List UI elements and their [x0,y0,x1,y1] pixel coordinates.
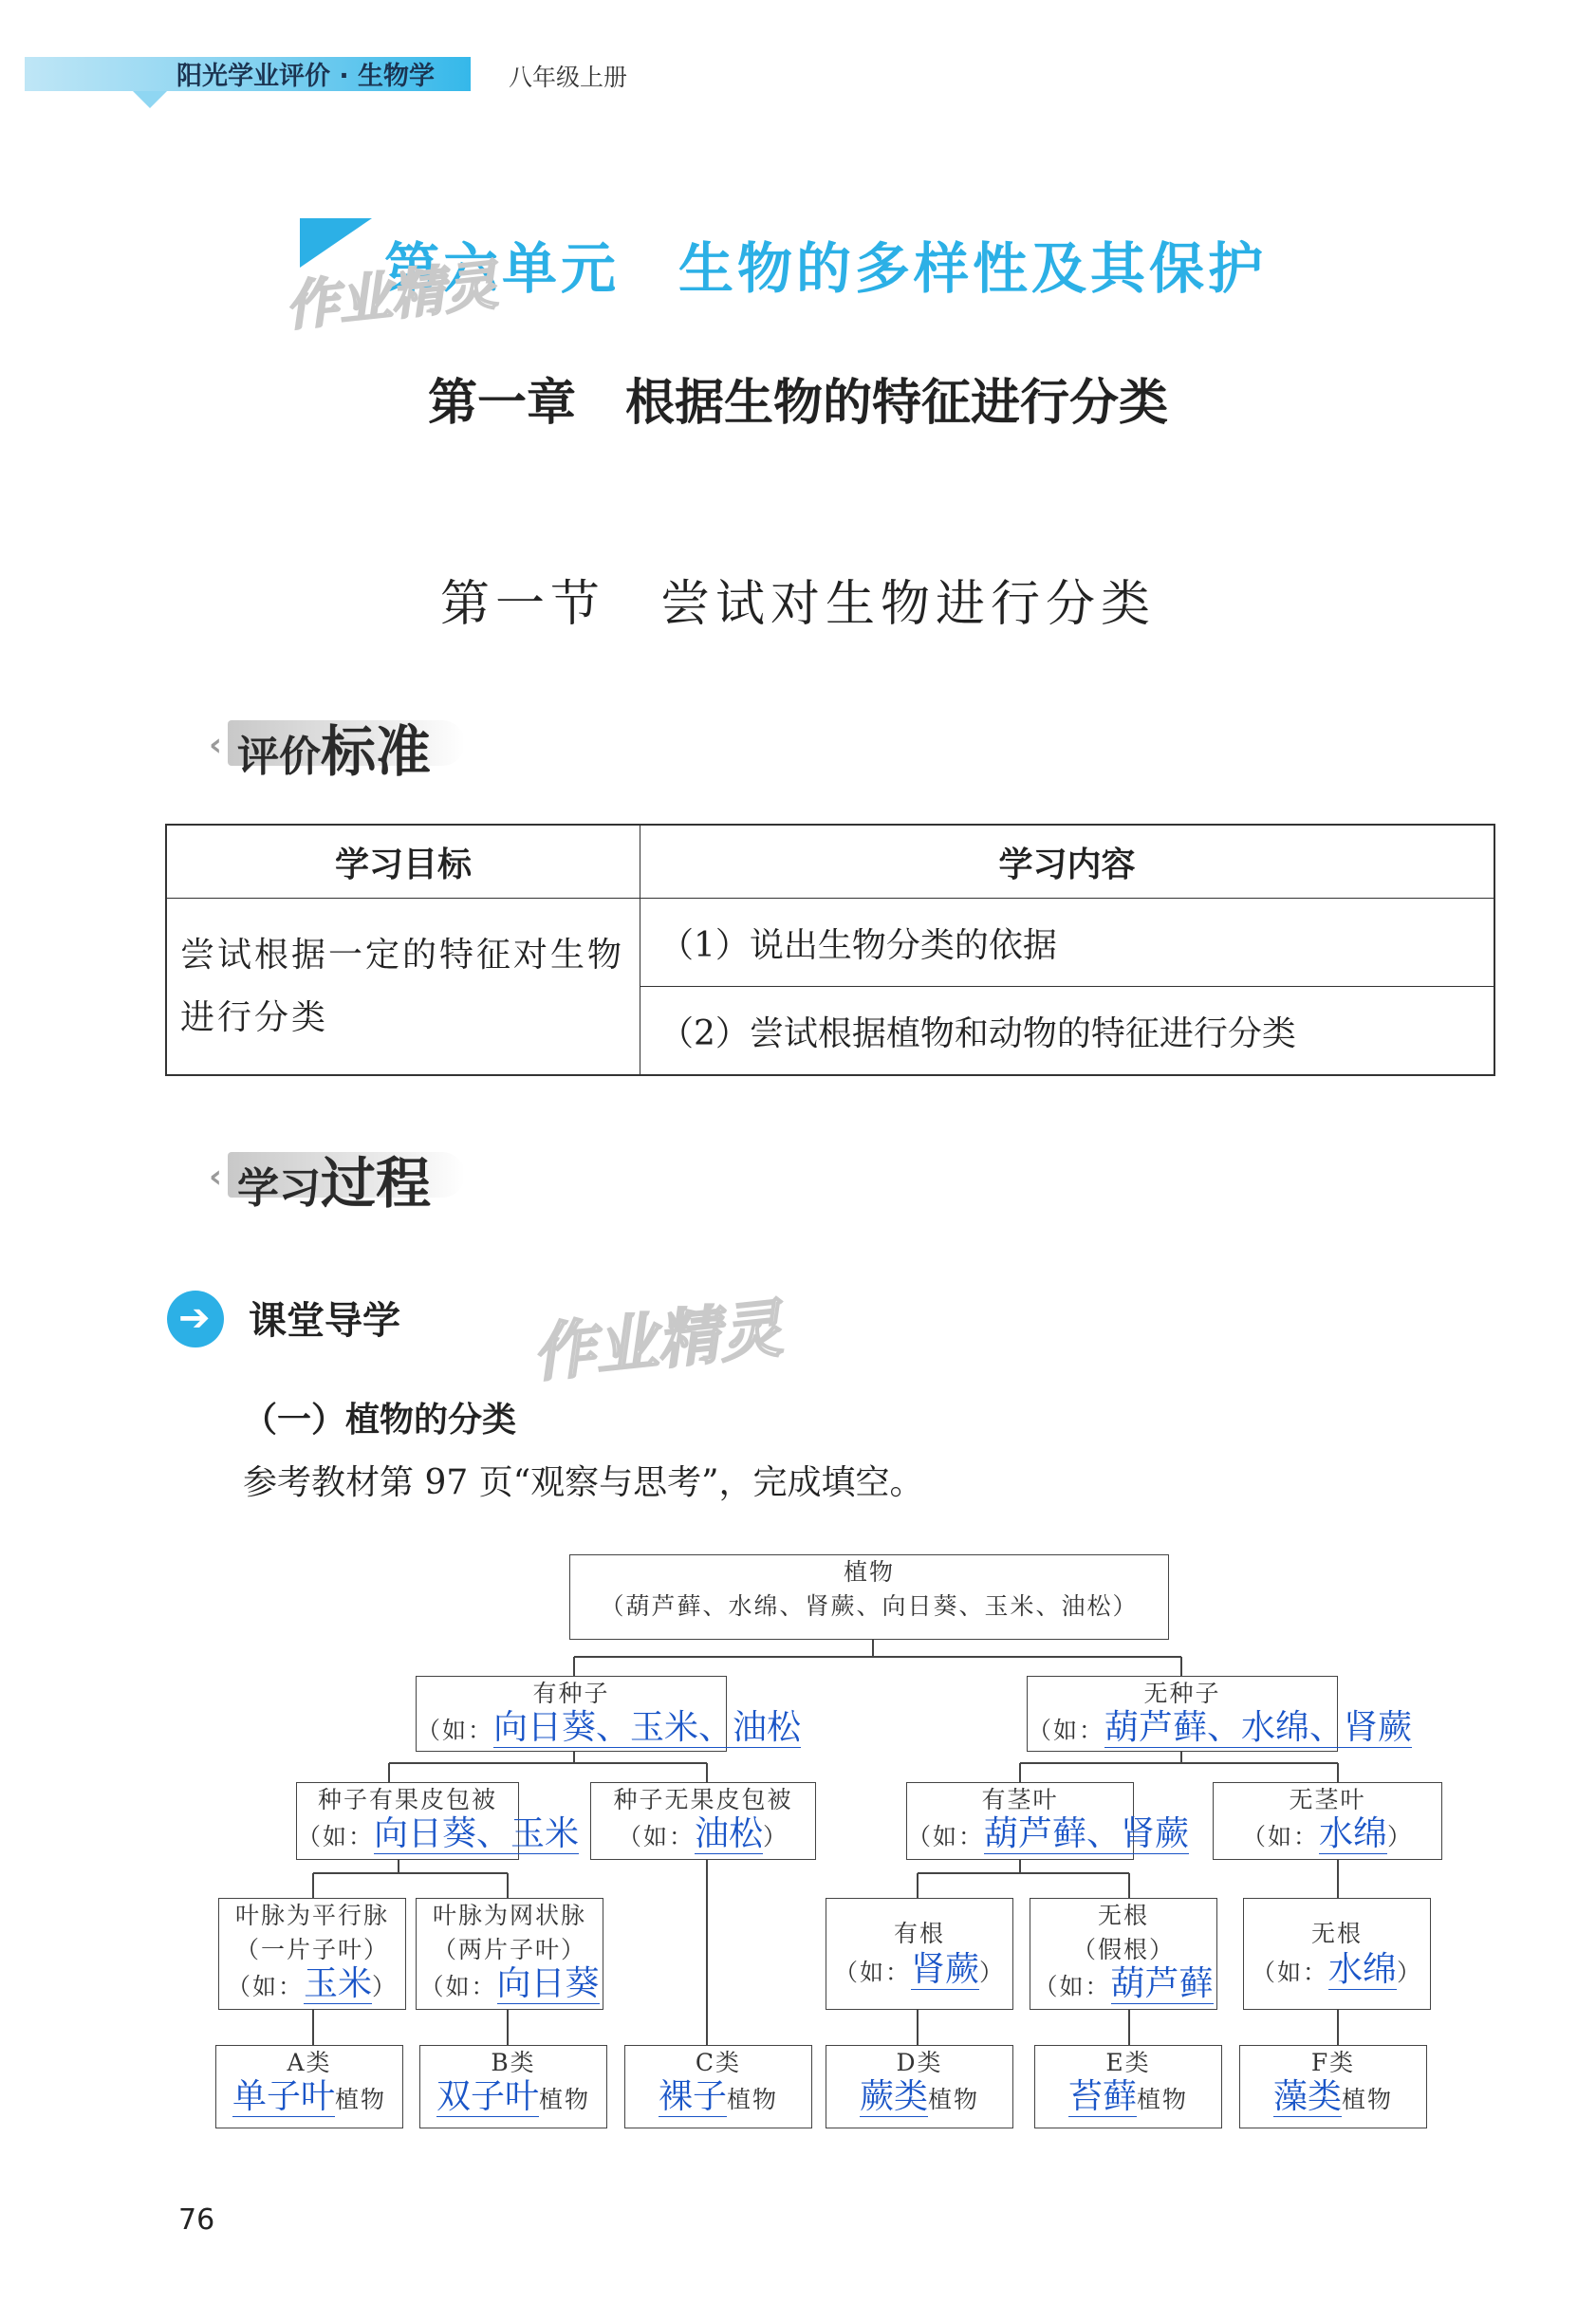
tree-node-stem-leaf: 有茎叶 （如：葫芦藓、肾蕨 [906,1782,1134,1860]
tree-node-no-stem-leaf: 无茎叶 （如：水绵） [1213,1782,1442,1860]
answer-parallel-veins: 玉米 [303,1964,372,2003]
answer-class-b: 双子叶 [436,2077,539,2116]
answer-has-root: 肾蕨 [910,1950,979,1989]
answer-seed: 向日葵、玉米、油松 [493,1708,802,1747]
tree-node-no-seed: 无种子 （如：葫芦藓、水绵、肾蕨 [1027,1676,1338,1752]
table-cell-content-1: （1）说出生物分类的依据 [640,899,1495,987]
tree-class-d: D类 蕨类植物 [826,2045,1013,2128]
tree-node-no-root-rhizoid: 无根 （假根） （如：葫芦藓 [1030,1898,1217,2010]
answer-class-f: 藻类 [1272,2077,1342,2116]
answer-no-root-rhizoid: 葫芦藓 [1110,1964,1214,2003]
answer-net-veins: 向日葵 [496,1964,600,2003]
chevron-left-icon: ‹ [209,726,223,764]
answer-seed-covered: 向日葵、玉米 [374,1814,580,1853]
answer-class-e: 苔藓 [1067,2077,1137,2116]
tree-node-parallel-veins: 叶脉为平行脉 （一片子叶） （如：玉米） [218,1898,406,2010]
unit-title: 第六单元 生物的多样性及其保护 [384,236,1268,301]
watermark: 作业精灵 [529,1292,786,1391]
answer-class-a: 单子叶 [232,2077,335,2116]
tree-node-seed: 有种子 （如：向日葵、玉米、油松 [416,1676,727,1752]
answer-class-c: 裸子 [658,2077,727,2116]
tree-class-a: A类 单子叶植物 [215,2045,403,2128]
answer-no-seed: 葫芦藓、水绵、肾蕨 [1104,1708,1413,1747]
tree-node-has-root: 有根 （如：肾蕨） [826,1898,1013,2010]
tree-node-seed-covered: 种子有果皮包被 （如：向日葵、玉米 [296,1782,519,1860]
chevron-left-icon: ‹ [209,1158,223,1196]
tree-class-b: B类 双子叶植物 [419,2045,607,2128]
instruction-text: 参考教材第 97 页“观察与思考”，完成填空。 [243,1463,924,1502]
answer-no-stem-leaf: 水绵 [1318,1814,1387,1853]
answer-stem-leaf: 葫芦藓、肾蕨 [984,1814,1190,1853]
tree-node-net-veins: 叶脉为网状脉 （两片子叶） （如：向日葵 [416,1898,603,2010]
table-header-content: 学习内容 [640,825,1495,899]
answer-no-root: 水绵 [1327,1950,1397,1989]
section-title: 第一节 尝试对生物进行分类 [439,576,1156,633]
table-cell-content-2: （2）尝试根据植物和动物的特征进行分类 [640,987,1495,1076]
tree-class-f: F类 藻类植物 [1239,2045,1427,2128]
chapter-title: 第一章 根据生物的特征进行分类 [427,375,1168,432]
answer-seed-naked: 油松 [694,1814,763,1853]
tree-node-no-root: 无根 （如：水绵） [1243,1898,1431,2010]
page-number: 76 [178,2203,215,2237]
grade-label: 八年级上册 [509,64,628,91]
book-title: 阳光学业评价 · 生物学 [176,62,436,91]
standard-badge: ‹ 评价标准 [237,707,431,787]
process-badge: ‹ 学习过程 [237,1139,431,1218]
table-cell-goal: 尝试根据一定的特征对生物进行分类 [166,899,640,1076]
table-header-goal: 学习目标 [166,825,640,899]
tree-class-c: C类 裸子植物 [624,2045,812,2128]
subsection-title: （一）植物的分类 [243,1401,517,1440]
tree-node-seed-naked: 种子无果皮包被 （如：油松） [590,1782,816,1860]
tree-node-plants: 植物 （葫芦藓、水绵、肾蕨、向日葵、玉米、油松） [569,1554,1169,1640]
answer-class-d: 蕨类 [859,2077,928,2116]
tree-class-e: E类 苔藓植物 [1034,2045,1222,2128]
guide-label: 课堂导学 [249,1299,400,1343]
arrow-right-icon: ➔ [178,1296,211,1340]
watermark: 作业精灵 [282,254,501,339]
